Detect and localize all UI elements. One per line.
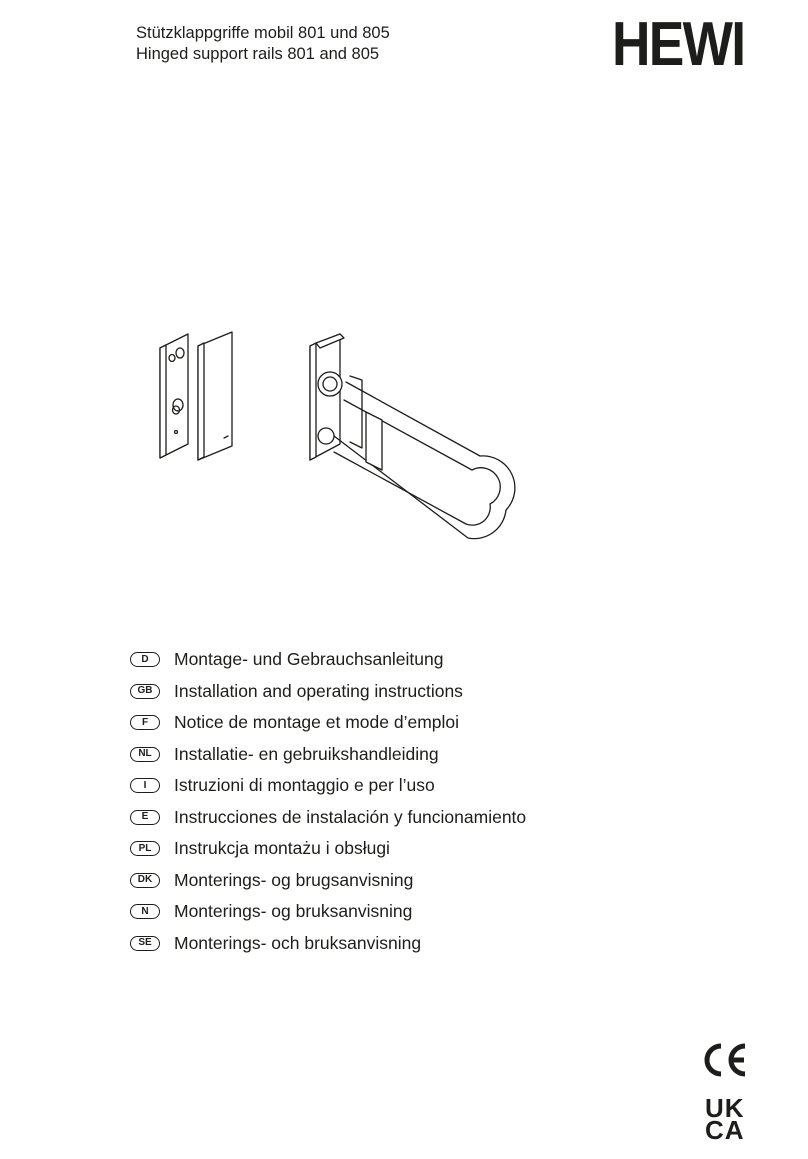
language-item bbox=[130, 865, 526, 897]
title-english: Hinged support rails 801 and 805 bbox=[136, 45, 380, 63]
language-title: Instrucciones de instalación y funcionamiento bbox=[174, 806, 527, 827]
language-title: Monterings- og brugsanvisning bbox=[174, 869, 414, 890]
language-code-badge: PL bbox=[130, 841, 160, 856]
language-item bbox=[130, 676, 526, 708]
hewi-logo: HEWI bbox=[612, 10, 745, 79]
language-title: Installatie- en gebruikshandleiding bbox=[174, 743, 439, 764]
language-title: Monterings- och bruksanvisning bbox=[174, 932, 422, 953]
language-code-badge: I bbox=[130, 778, 160, 793]
support-rail-illustration bbox=[150, 320, 560, 560]
language-title: Istruzioni di montaggio e per l’uso bbox=[174, 775, 435, 796]
language-title: Notice de montage et mode d’emploi bbox=[174, 712, 460, 733]
ukca-line-ca: CA bbox=[705, 1115, 745, 1145]
ukca-mark bbox=[705, 1093, 745, 1145]
title-german: Stützklappgriffe mobil 801 und 805 bbox=[136, 24, 390, 42]
language-item bbox=[130, 644, 526, 676]
ce-mark-icon bbox=[703, 1042, 749, 1078]
language-item bbox=[130, 928, 526, 960]
language-list bbox=[130, 644, 526, 959]
language-item bbox=[130, 833, 526, 865]
language-title: Instrukcja montażu i obsługi bbox=[174, 838, 390, 859]
language-code-badge: N bbox=[130, 904, 160, 919]
language-code-badge: E bbox=[130, 810, 160, 825]
mounting-plate bbox=[160, 334, 188, 458]
cover-plate bbox=[198, 332, 232, 460]
language-code-badge: F bbox=[130, 715, 160, 730]
language-code-badge: NL bbox=[130, 747, 160, 762]
hinged-rail bbox=[318, 372, 515, 539]
language-item bbox=[130, 896, 526, 928]
language-item bbox=[130, 739, 526, 771]
language-code-badge: D bbox=[130, 652, 160, 667]
language-title: Montage- und Gebrauchsanleitung bbox=[174, 649, 444, 670]
language-item bbox=[130, 770, 526, 802]
language-title: Installation and operating instructions bbox=[174, 680, 463, 701]
ukca-line-uk: UK bbox=[705, 1093, 745, 1123]
language-code-badge: GB bbox=[130, 684, 160, 699]
document-title bbox=[136, 23, 390, 65]
language-code-badge: SE bbox=[130, 936, 160, 951]
language-code-badge: DK bbox=[130, 873, 160, 888]
language-item bbox=[130, 707, 526, 739]
language-item bbox=[130, 802, 526, 834]
language-title: Monterings- og bruksanvisning bbox=[174, 901, 413, 922]
